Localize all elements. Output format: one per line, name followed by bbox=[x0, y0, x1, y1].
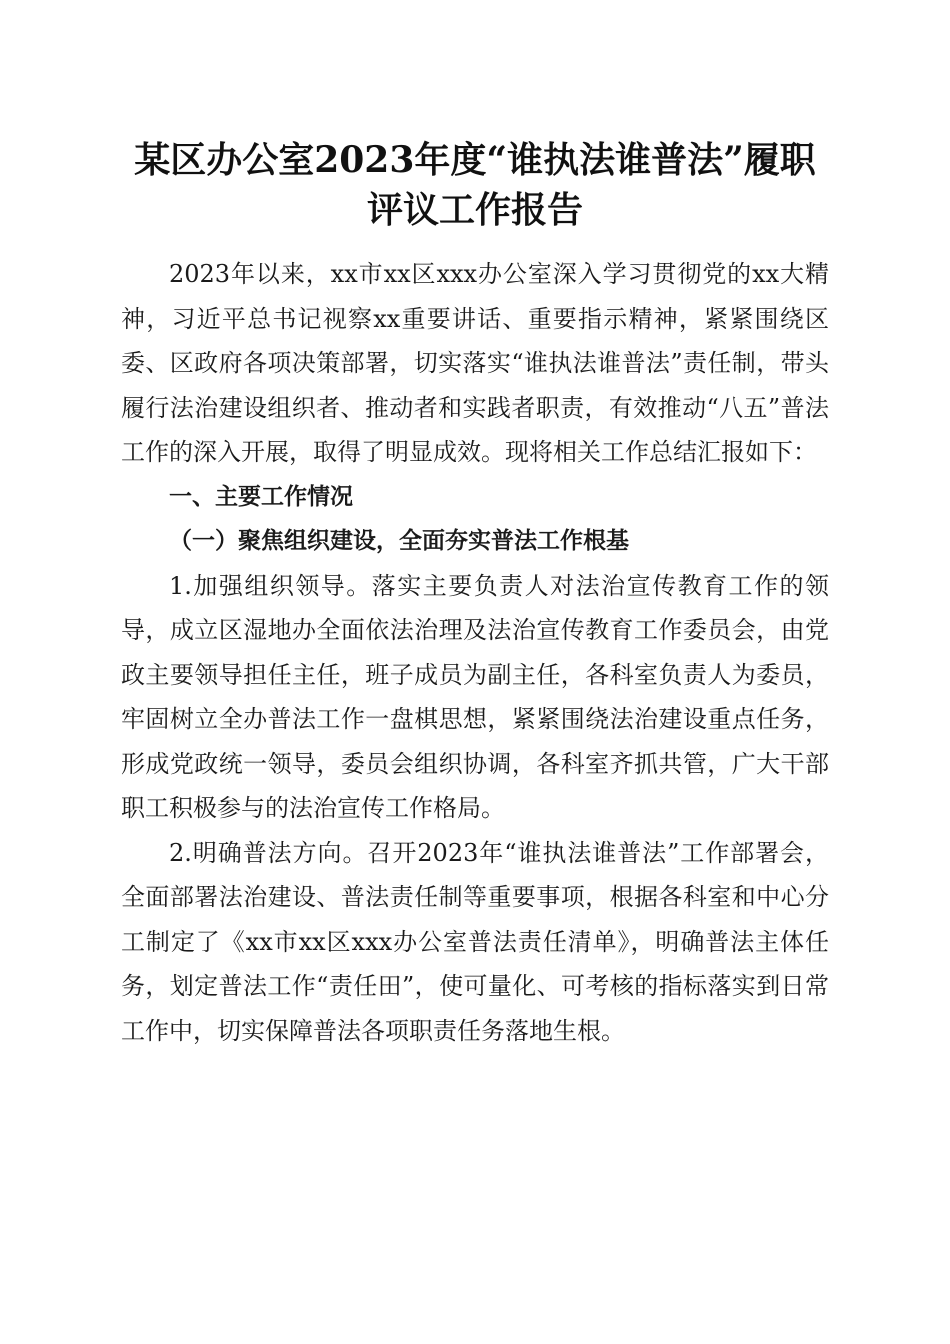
document-body bbox=[121, 252, 829, 1053]
title-line-2: 评议工作报告 bbox=[366, 189, 583, 231]
item-paragraph-1: 1.加强组织领导。落实主要负责人对法治宣传教育工作的领导，成立区湿地办全面依法治理及法治宣传教育工作委员会，由党政主要领导担任主任，班子成员为副主任，各科室负责人为委员，牢固树立全办普法工作一盘棋思想，紧紧围绕法治建设重点任务，形成党政统一领导，委员会组织协调，各科室齐抓共管，广大干部职工积极参与的法治宣传工作格局。 bbox=[121, 571, 829, 822]
subsection-heading-organization: （一）聚焦组织建设，全面夯实普法工作根基 bbox=[169, 527, 629, 554]
intro-paragraph: 2023年以来，xx市xx区xxx办公室深入学习贯彻党的xx大精神，习近平总书记视察xx重要讲话、重要指示精神，紧紧围绕区委、区政府各项决策部署，切实落实“谁执法谁普法”责任制，带头履行法治建设组织者、推动者和实践者职责，有效推动“八五”普法工作的深入开展，取得了明显成效。现将相关工作总结汇报如下： bbox=[121, 260, 829, 466]
document-title bbox=[100, 135, 850, 235]
item-paragraph-2: 2.明确普法方向。召开2023年“谁执法谁普法”工作部署会，全面部署法治建设、普法责任制等重要事项，根据各科室和中心分工制定了《xx市xx区xxx办公室普法责任清单》，明确普法主体任务，划定普法工作“责任田”，使可量化、可考核的指标落实到日常工作中，切实保障普法各项职责任务落地生根。 bbox=[121, 838, 829, 1045]
section-heading-main-work: 一、主要工作情况 bbox=[169, 483, 353, 510]
title-line-1: 某区办公室2023年度“谁执法谁普法”履职 bbox=[134, 139, 816, 181]
